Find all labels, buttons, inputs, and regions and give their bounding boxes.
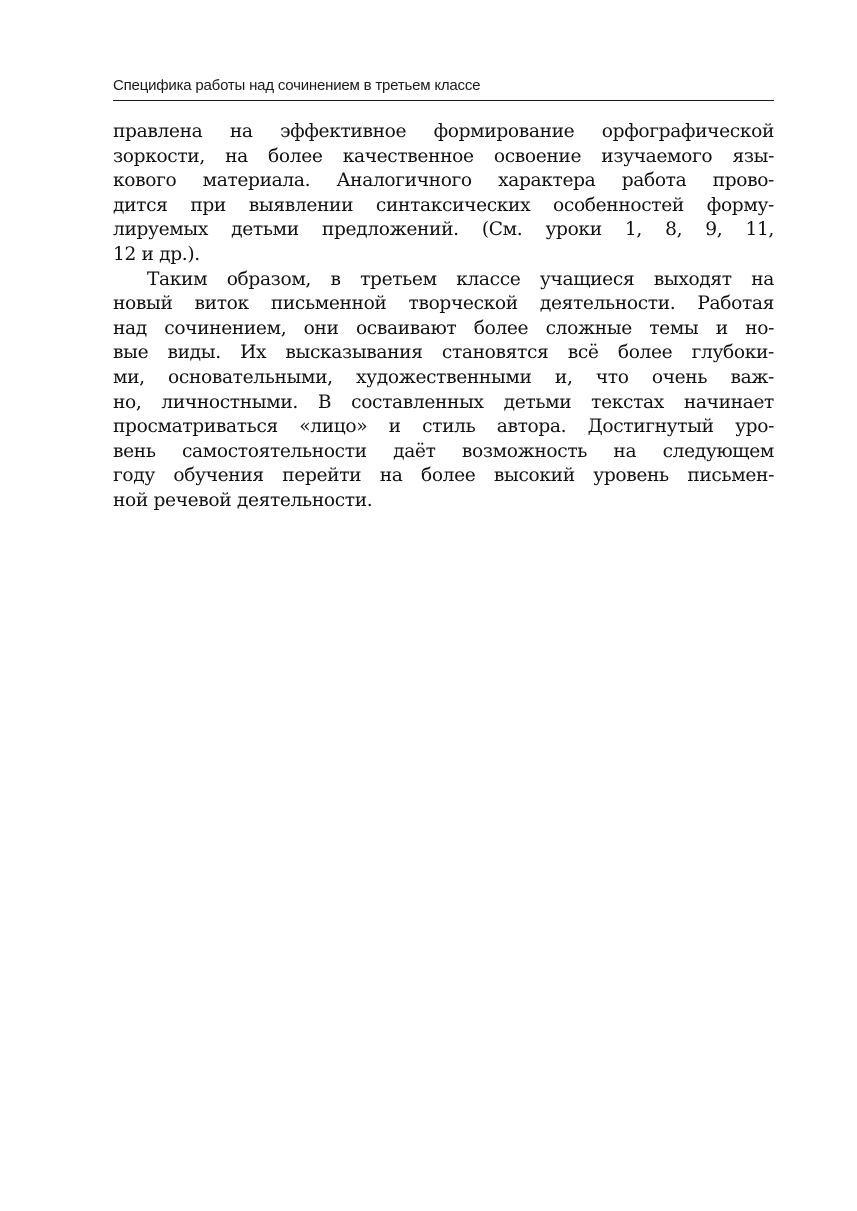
paragraph-1 [113, 120, 774, 268]
header-rule [113, 100, 774, 101]
text-line: лируемых детьми предложений. (См. уроки 1, 8, 9, 11, [113, 219, 774, 241]
text-line: зоркости, на более качественное освоение изучаемого язы- [113, 145, 774, 167]
text-line: ми, основательными, художественными и, что очень важ- [113, 366, 774, 388]
text-line: кового материала. Аналогичного характера работа прово- [113, 170, 774, 192]
text-line: году обучения перейти на более высокий уровень письмен- [113, 465, 774, 487]
body-text [113, 120, 774, 514]
text-line: 12 и др.). [113, 243, 200, 265]
running-header: Специфика работы над сочинением в третьем классе [113, 77, 481, 94]
text-line: вые виды. Их высказывания становятся всё более глубоки- [113, 342, 774, 364]
paragraph-2 [113, 268, 774, 514]
text-line: дится при выявлении синтаксических особенностей форму- [113, 194, 774, 216]
text-line: вень самостоятельности даёт возможность на следующем [113, 440, 774, 462]
text-line: просматриваться «лицо» и стиль автора. Достигнутый уро- [113, 416, 774, 438]
text-line: новый виток письменной творческой деятельности. Работая [113, 293, 774, 315]
text-line: но, личностными. В составленных детьми текстах начинает [113, 391, 774, 413]
text-line: Таким образом, в третьем классе учащиеся выходят на [147, 268, 774, 290]
text-line: над сочинением, они осваивают более сложные темы и но- [113, 317, 774, 339]
text-line: ной речевой деятельности. [113, 489, 373, 511]
text-line: правлена на эффективное формирование орфографической [113, 121, 774, 142]
